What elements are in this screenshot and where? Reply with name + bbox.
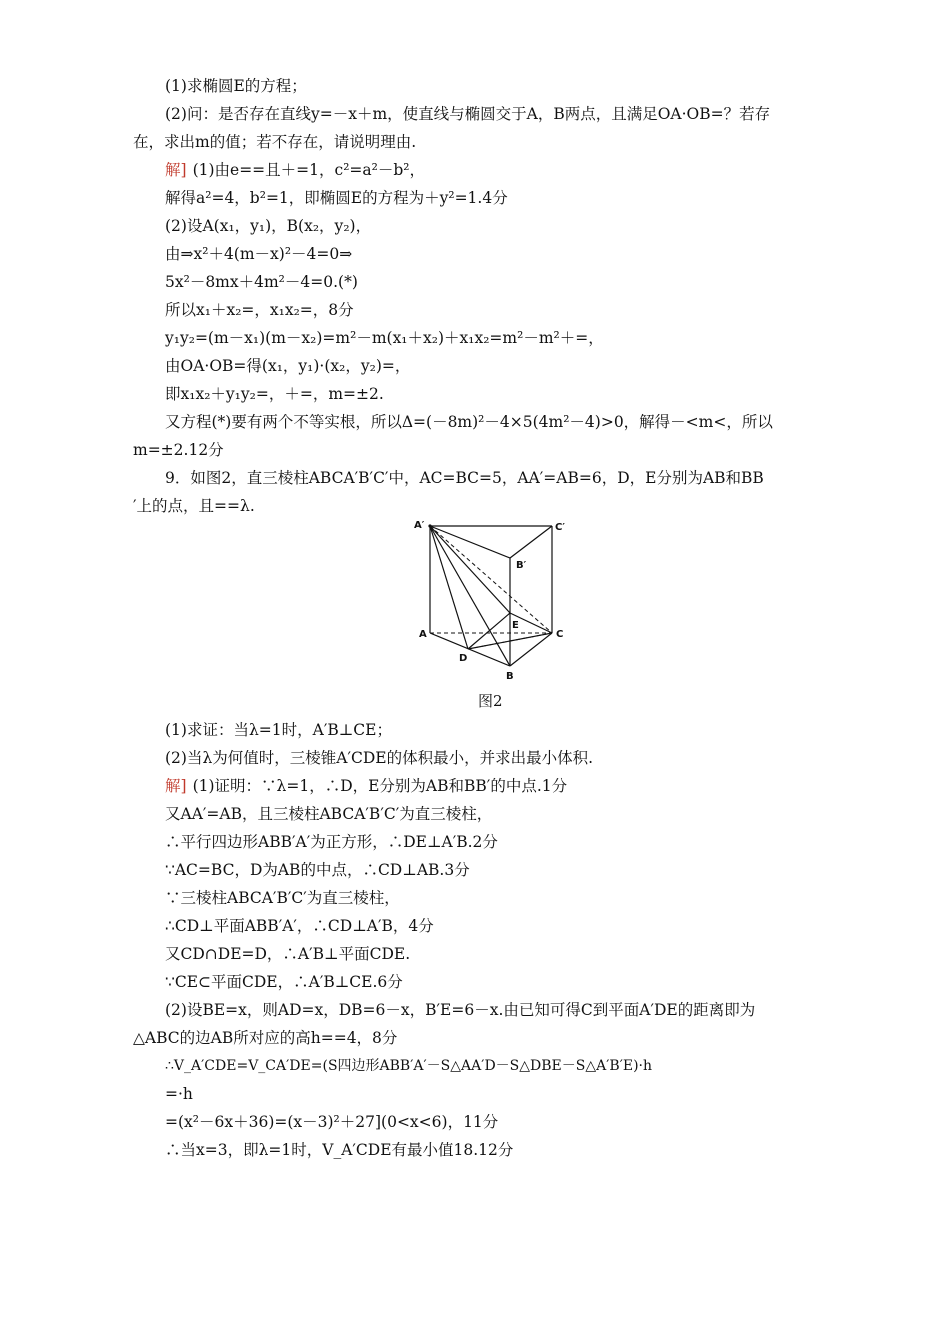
edge-a-prime-e bbox=[430, 526, 510, 613]
text-line: △ABC的边AB所对应的高h==4，8分 bbox=[133, 1029, 398, 1047]
text-line: 即x₁x₂＋y₁y₂=，＋=，m=±2. bbox=[165, 385, 384, 403]
edge-b-c bbox=[510, 633, 552, 666]
text-line: 又方程(*)要有两个不等实根，所以Δ=(－8m)²－4×5(4m²－4)>0，解得－<m<，所以 bbox=[165, 413, 773, 431]
text-line: 又CD∩DE=D，∴A′B⊥平面CDE. bbox=[165, 945, 411, 963]
label-c: C bbox=[556, 629, 564, 640]
text-line: ∵三棱柱ABCA′B′C′为直三棱柱， bbox=[165, 889, 400, 907]
text-line: (2)设BE=x，则AD=x，DB=6－x，B′E=6－x.由已知可得C到平面A′DE的距离即为 bbox=[165, 1001, 756, 1019]
text-line: =·h bbox=[165, 1085, 193, 1103]
text-line: 又AA′=AB，且三棱柱ABCA′B′C′为直三棱柱， bbox=[165, 805, 493, 823]
label-a-prime: A′ bbox=[414, 520, 425, 531]
text-line: ∴CD⊥平面ABB′A′，∴CD⊥A′B，4分 bbox=[165, 917, 434, 935]
text-line: ∴平行四边形ABB′A′为正方形，∴DE⊥A′B.2分 bbox=[165, 833, 498, 851]
solution-marker: 解] bbox=[165, 161, 187, 179]
text-line: (1)求证：当λ=1时，A′B⊥CE； bbox=[165, 721, 392, 739]
text-line: 解] (1)由e==且＋=1，c²=a²－b²， bbox=[165, 161, 425, 179]
edge-a-prime-d bbox=[430, 526, 468, 649]
edge-b-prime-c-prime bbox=[510, 526, 552, 558]
text-line: y₁y₂=(m－x₁)(m－x₂)=m²－m(x₁＋x₂)＋x₁x₂=m²－m²＋=， bbox=[165, 329, 604, 347]
solution-marker: 解] bbox=[165, 777, 187, 795]
text-line: 解] (1)证明：∵λ=1，∴D，E分别为AB和BB′的中点.1分 bbox=[165, 777, 568, 795]
text-line: (1)求椭圆E的方程； bbox=[165, 77, 307, 95]
text-line: (2)当λ为何值时，三棱锥A′CDE的体积最小，并求出最小体积. bbox=[165, 749, 594, 767]
problem-9-line: 9．如图2，直三棱柱ABCA′B′C′中，AC=BC=5，AA′=AB=6，D，E分别为AB和BB bbox=[165, 469, 764, 487]
edge-a-prime-b bbox=[430, 526, 510, 666]
label-e: E bbox=[512, 620, 519, 631]
text-line: 所以x₁＋x₂=，x₁x₂=，8分 bbox=[165, 301, 354, 319]
text-line: m=±2.12分 bbox=[133, 441, 224, 459]
edge-a-prime-c-hidden bbox=[430, 526, 552, 633]
label-b-prime: B′ bbox=[516, 560, 527, 571]
text-line: 5x²－8mx＋4m²－4=0.(*) bbox=[165, 273, 358, 291]
text-line: ∵AC=BC，D为AB的中点，∴CD⊥AB.3分 bbox=[165, 861, 470, 879]
label-a: A bbox=[419, 629, 427, 640]
text-line: ′上的点，且==λ. bbox=[133, 497, 255, 515]
text-line: 在，求出m的值；若不存在，请说明理由. bbox=[133, 133, 417, 151]
edge-a-prime-b-prime bbox=[430, 526, 510, 558]
text-line: ∴V_A′CDE=V_CA′DE=(S四边形ABB′A′－S△AA′D－S△DBE－S△A′B′E)·h bbox=[165, 1058, 653, 1074]
edge-d-e bbox=[468, 613, 510, 649]
label-b: B bbox=[506, 671, 514, 682]
text-line: ∵CE⊂平面CDE，∴A′B⊥CE.6分 bbox=[165, 973, 403, 991]
figure-caption: 图2 bbox=[478, 692, 503, 710]
text-line: (2)问：是否存在直线y=－x＋m，使直线与椭圆交于A，B两点，且满足OA·OB=？若存 bbox=[165, 105, 771, 123]
label-d: D bbox=[459, 653, 468, 664]
text-line: (2)设A(x₁，y₁)，B(x₂，y₂)， bbox=[165, 217, 372, 235]
prism-figure bbox=[412, 518, 574, 684]
edge-a-b bbox=[430, 633, 510, 666]
label-c-prime: C′ bbox=[555, 522, 565, 533]
text-line: ∴当x=3，即λ=1时，V_A′CDE有最小值18.12分 bbox=[165, 1141, 514, 1159]
text-line: =(x²－6x＋36)=(x－3)²＋27](0<x<6)，11分 bbox=[165, 1113, 499, 1131]
text-line: 解得a²=4，b²=1，即椭圆E的方程为＋y²=1.4分 bbox=[165, 189, 508, 207]
text-line: 由⇒x²＋4(m－x)²－4=0⇒ bbox=[165, 245, 353, 263]
text-line: 由OA·OB=得(x₁，y₁)·(x₂，y₂)=， bbox=[165, 357, 411, 375]
